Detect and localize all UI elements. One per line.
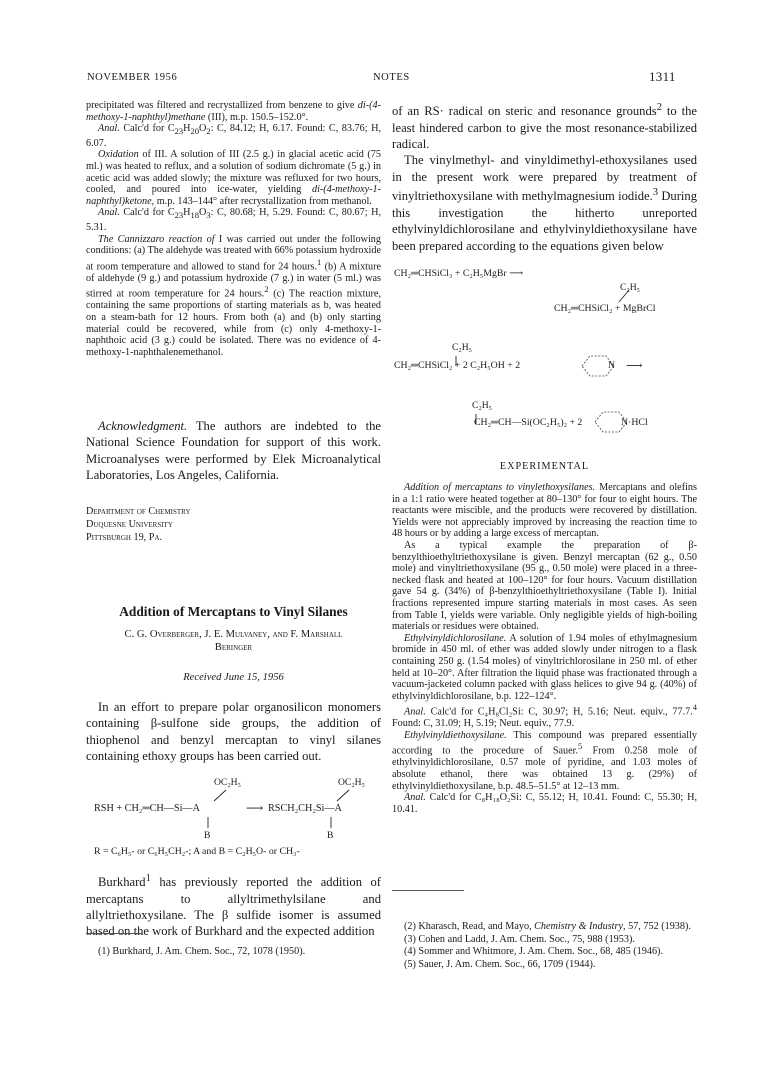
affiliation-department: Department of Chemistry xyxy=(86,506,191,517)
eq1-reactants: CH₂═CHSiCl₃ + C₂H₅MgBr ⟶ xyxy=(394,268,524,279)
eq1-ethyl: C₂H₅ xyxy=(620,282,641,293)
scheme-product: RSCH₂CH₂Si—A xyxy=(268,803,342,814)
scheme-b-right: B xyxy=(327,830,334,841)
paragraph-typical-example: As a typical example the preparation of β-benzylthioethyltriethoxysilane is given. Benzyl mercaptan (62 g., 0.50 mole) and vinyltriethoxysilane (95 g., 0.50 mole) were placed in a three-necked flask and heated at 100–120° for four hours. Vacuum distillation gave 54 g. (34%) of β-benzylthioethyltriethoxysilane (Table I). Initial fractions represented impure starting materials in most cases. As seen from Table I, yields were variable. Only negligible yields of high-boiling materials or residues were obtained. xyxy=(392,539,697,633)
scheme-legend: R = C₆H₅- or C₆H₅CH₂-; A and B = C₂H₅O- or CH₃- xyxy=(94,846,300,857)
paragraph-burkhard: Burkhard$^1$ has previously reported the addition of mercaptans to allyltrimethylsilane and allyltriethoxysilane. The β sulfide isomer is assumed based on the work of Burkhard and the expected addition xyxy=(86,873,381,939)
footnote-5: (5) Sauer, J. Am. Chem. Soc., 66, 1709 (1944). xyxy=(404,958,596,970)
reaction-scheme xyxy=(86,773,381,861)
scheme-oc-right: OC₂H₅ xyxy=(338,777,365,788)
analysis-diethoxysilane: Anal. Calc'd for C₈H₁₈O₂Si: C, 55.12; H, 10.41. Found: C, 55.30; H, 10.41. xyxy=(392,792,697,815)
eq2-arrow: ⟶ xyxy=(626,360,643,372)
scheme-b-left: B xyxy=(204,830,211,841)
acknowledgment: Acknowledgment. The authors are indebted to the National Science Foundation for support of this work. Microanalyses were performed by Elek Microanalytical Laboratories, Los Angeles, California. xyxy=(86,419,381,483)
paragraph-oxidation: Oxidation of III. A solution of III (2.5 g.) in glacial acetic acid (75 ml.) was heated to reflux, and a solution of sodium dichromate (5 g.) in acetic acid was added slowly; the mixture was refluxed for two hours, cooled, and poured into ice-water, yielding di-(4-methoxy-1-naphthyl)ketone, m.p. 143–144° after recrystallization from methanol. xyxy=(86,149,381,207)
paragraph-ethylvinyldiethoxysilane: Ethylvinyldiethoxysilane. This compound was prepared essentially according to the procedure of Sauer.$^5$ From 0.258 mole of ethylvinyldichlorosilane, 0.57 mole of pyridine, and 1.03 moles of absolute ethanol, there was obtained 13 g. (29%) of ethylvinyldiethoxysilane, b.p. 48.5–51.5° at 12–13 mm. xyxy=(392,729,697,792)
paragraph-addition: Addition of mercaptans to vinylethoxysilanes. Mercaptans and olefins in a 1:1 ratio were heated together at 80–130° for four to eight hours. The reactants were miscible, and the products were recovered by distillation. Yields were not appreciably improved by increasing the reaction time to 48 hours or by adding a large excess of mercaptan. xyxy=(392,482,697,540)
eq3-pyridine-hcl: N·HCl xyxy=(621,417,648,428)
eq3-products: CH₂═CH—Si(OC₂H₅)₂ + 2 xyxy=(474,417,583,428)
analysis-iii: Anal. Calc'd for $C_{23}H_{20}O_2$: C, 84.12; H, 6.17. Found: C, 83.76; H, 6.07. xyxy=(86,123,381,149)
eq2-pyridine-label: N xyxy=(608,360,616,371)
experimental-heading: EXPERIMENTAL xyxy=(499,461,590,472)
analysis-ketone: Anal. Calc'd for $C_{23}H_{18}O_3$: C, 80.68; H, 5.29. Found: C, 80.67; H, 5.31. xyxy=(86,207,381,233)
footnote-rule-right xyxy=(392,890,464,891)
footnote-rule-left xyxy=(86,933,142,934)
running-header-date: NOVEMBER 1956 xyxy=(87,72,178,83)
footnote-4: (4) Sommer and Whitmore, J. Am. Chem. Soc., 68, 485 (1946). xyxy=(404,946,663,957)
scheme-reactants: RSH + CH₂═CH—Si—A xyxy=(94,803,200,814)
received-date: Received June 15, 1956 xyxy=(183,672,284,683)
equations-block xyxy=(392,262,712,442)
footnote-3: (3) Cohen and Ladd, J. Am. Chem. Soc., 75, 988 (1953). xyxy=(404,933,635,945)
affiliation-city: Pittsburgh 19, Pa. xyxy=(86,532,163,543)
page-number: 1311 xyxy=(649,69,676,84)
right-column-text xyxy=(392,100,697,254)
footnotes-right xyxy=(404,921,696,971)
article-authors: C. G. Overberger, J. E. Mulvaney, and F. Marshall Beringer xyxy=(124,629,343,653)
scheme-arrow: ⟶ xyxy=(246,801,264,815)
paragraph-iii-preparation: precipitated was filtered and recrystallized from benzene to give di-(4-methoxy-1-naphthyl)methane (III), m.p. 150.5–152.0°. xyxy=(86,100,381,123)
paragraph-ethylvinyldichlorosilane: Ethylvinyldichlorosilane. A solution of 1.94 moles of ethylmagnesium bromide in 450 ml. of ether was added slowly under nitrogen to a flask containing 250 g. (1.54 moles) of vinyltrichlorosilane in 250 ml. of ether held at 10–20°. After filtration the liquid phase was fractionated through a vacuum-jacketed column packed with glass helices to give 94 g. (40%) of ethylvinyldichlorosilane, b.p. 122–124°. xyxy=(392,632,697,702)
paragraph-vinylmethyl: The vinylmethyl- and vinyldimethyl-ethoxysilanes used in the present work were prepared by treatment of vinyltriethoxysilane with methylmagnesium iodide.$^3$ During this investigation the hitherto unreported ethylvinyldichlorosilane and ethylvinyldiethoxysilane have been prepared according to the equations given below xyxy=(392,153,697,253)
eq1-products: CH₂═CHSiCl₂ + MgBrCl xyxy=(554,303,656,314)
eq2-ethyl: C₂H₅ xyxy=(452,342,473,353)
eq2-reactants: CH₂═CHSiCl₂ + 2 C₂H₅OH + 2 xyxy=(394,360,521,371)
article-intro: In an effort to prepare polar organosilicon monomers containing β-sulfone side groups, the addition of thiophenol and benzyl mercaptan to vinyl silanes containing ethoxy groups has been carried out. xyxy=(86,700,381,764)
experimental-text xyxy=(392,482,697,815)
equation-bonds xyxy=(392,262,712,442)
scheme-oc-left: OC₂H₅ xyxy=(214,777,241,788)
previous-article-tail xyxy=(86,100,381,358)
paragraph-cannizzaro: The Cannizzaro reaction of I was carried out under the following conditions: (a) The aldehyde was treated with 66% potassium hydroxide at room temperature and allowed to stand for 24 hours.$^1$ (b) A mixture of aldehyde (9 g.) and potassium hydroxide (7 g.) in water (5 ml.) was stirred at room temperature for 24 hours.$^2$ (c) The reaction mixture, containing the same proportions of starting materials as b, was heated on a steam-bath for 12 hours. From both (a) and (b) only starting material could be recovered, while from (c) only 4-methoxy-1-naphthoic acid (3 g.) could be isolated. There was no evidence of 4-methoxy-1-naphthalenemethanol. xyxy=(86,233,381,358)
article-title: Addition of Mercaptans to Vinyl Silanes xyxy=(119,604,348,619)
affiliation xyxy=(86,505,381,544)
footnote-2: (2) Kharasch, Read, and Mayo, Chemistry & Industry, 57, 752 (1938). xyxy=(404,921,691,932)
footnote-1: (1) Burkhard, J. Am. Chem. Soc., 72, 1078 (1950). xyxy=(98,946,306,957)
running-header-section: NOTES xyxy=(373,72,410,83)
paragraph-radical: of an RS· radical on steric and resonance grounds$^2$ to the least hindered carbon to give the most resonance-stabilized radical. xyxy=(392,102,697,151)
analysis-dichlorosilane: Anal. Calc'd for C₄H₈Cl₂Si: C, 30.97; H, 5.16; Neut. equiv., 77.7.$^4$ Found: C, 31.09; H, 5.19; Neut. equiv., 77.9. xyxy=(392,702,697,730)
eq3-ethyl: C₂H₅ xyxy=(472,400,493,411)
affiliation-university: Duquesne University xyxy=(86,519,173,530)
